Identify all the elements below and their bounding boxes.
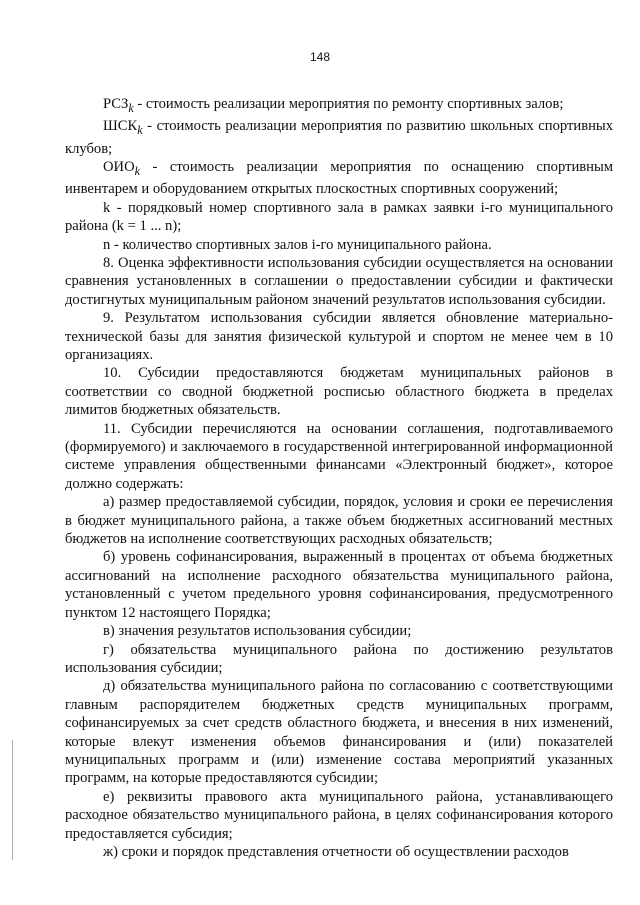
paragraph-item-10: 10. Субсидии предоставляются бюджетам муниципальных районов в соответствии со сводной бюджетной росписью областного бюджета в пределах лимитов бюджетных обязательств. [65, 365, 613, 419]
paragraph-k-definition: k - порядковый номер спортивного зала в рамках заявки i-го муниципального района (k = 1 ... n); [65, 199, 613, 235]
paragraph-subitem-e: е) реквизиты правового акта муниципального района, устанавливающего расходное обязательство муниципального района, в целях софинансирования которого предоставляется субсидия; [65, 788, 613, 842]
paragraph-subitem-g: г) обязательства муниципального района по достижению результатов использования субсидии; [65, 641, 613, 676]
paragraph-text: - стоимость реализации мероприятия по развитию школьных спортивных клубов; [65, 118, 613, 157]
document-body [65, 95, 613, 861]
paragraph-item-11: 11. Субсидии перечисляются на основании соглашения, подготавливаемого (формируемого) и заключаемого в государственной интегрированной информационной системе управления общественными финансами «Электронный бюджет», которое должно содержать: [65, 420, 613, 492]
paragraph-text: - стоимость реализации мероприятия по ремонту спортивных залов; [133, 96, 564, 112]
variable-rsz: $РСЗ_k$ [103, 96, 134, 115]
paragraph-subitem-d: д) обязательства муниципального района по согласованию с соответствующими главным распорядителем бюджетных средств муниципальных программ, софинансируемых за счет средств областного бюджета, и внесения в них изменений, которые влекут изменения объемов финансирования и (или) показателей муниципальных программ и (или) изменение состава мероприятий указанных программ, на которые предоставляются субсидии; [65, 678, 613, 787]
page-number: 148 [309, 50, 331, 64]
scan-margin-mark [12, 740, 13, 860]
paragraph-subitem-b: б) уровень софинансирования, выраженный в процентах от объема бюджетных ассигнований на исполнение расходного обязательства муниципального района, установленный с учетом предельного уровня софинансирования, предусмотренного пунктом 12 настоящего Порядка; [65, 549, 613, 621]
paragraph-subitem-a: а) размер предоставляемой субсидии, порядок, условия и сроки ее перечисления в бюджет муниципального района, а также объем бюджетных ассигнований местных бюджетов на исполнение соответствующих расходных обязательств; [65, 494, 613, 548]
paragraph-subitem-zh: ж) сроки и порядок представления отчетности об осуществлении расходов [103, 843, 569, 860]
paragraph-n-definition: n - количество спортивных залов i-го муниципального района. [103, 236, 492, 253]
paragraph-text: - стоимость реализации мероприятия по оснащению спортивным инвентарем и оборудованием открытых плоскостных спортивных сооружений; [65, 159, 613, 198]
variable-shsk: $ШСК_k$ [103, 118, 143, 138]
paragraph-oio [65, 158, 613, 199]
variable-oio: $ОИО_k$ [103, 159, 141, 178]
paragraph-item-8: 8. Оценка эффективности использования субсидии осуществляется на основании сравнения установленных в соглашении о предоставлении субсидии и фактически достигнутых муниципальным районом значений результатов использования субсидии. [65, 254, 613, 308]
paragraph-subitem-v: в) значения результатов использования субсидии; [103, 623, 412, 640]
paragraph-shsk [65, 117, 613, 158]
paragraph-item-9: 9. Результатом использования субсидии является обновление материально-технической базы для занятия физической культурой и спортом не менее чем в 10 организациях. [65, 310, 613, 363]
paragraph-rsz [65, 95, 613, 117]
